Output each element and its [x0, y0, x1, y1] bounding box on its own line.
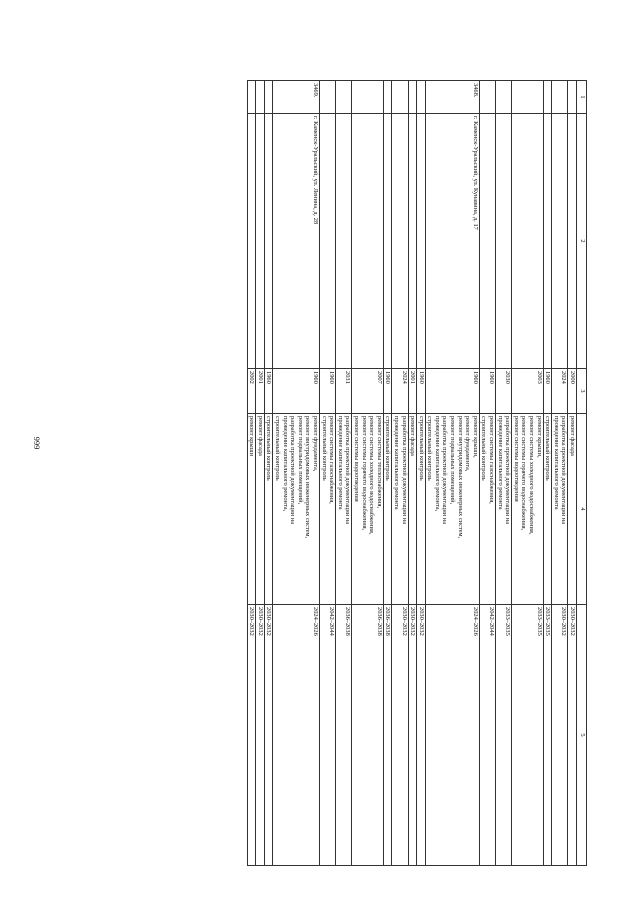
table-row	[408, 81, 417, 866]
work-item: ремонт системы холодного водоснабжения,	[528, 416, 536, 535]
work-type-cell	[512, 414, 543, 605]
address-cell	[256, 114, 265, 369]
row-number-cell	[336, 81, 352, 114]
work-item: проведение капитального ремонта,	[433, 416, 441, 512]
period-cell: 2030–2032	[552, 605, 568, 866]
period-cell: 2036–2038	[352, 605, 383, 866]
header-col-2: 2	[577, 114, 587, 369]
header-col-3: 3	[577, 369, 587, 414]
period-cell: 2030–2032	[392, 605, 408, 866]
work-item: строительный контроль	[417, 416, 425, 481]
work-type-cell	[320, 414, 336, 605]
row-number-cell	[352, 81, 383, 114]
period-cell: 2042–2044	[479, 605, 495, 866]
table-row	[552, 81, 568, 866]
row-number-cell	[256, 81, 265, 114]
row-number-cell	[552, 81, 568, 114]
row-number-cell	[568, 81, 577, 114]
address-cell: г. Каменск-Уральский, ул. Кунавина, д. 17	[425, 114, 479, 369]
row-number-cell	[512, 81, 543, 114]
table-row	[496, 81, 512, 866]
work-type-cell	[408, 414, 417, 605]
year-cell: 1960	[383, 369, 392, 414]
work-type-cell	[417, 414, 426, 605]
year-cell: 2024	[392, 369, 408, 414]
table-row	[352, 81, 383, 866]
row-number-cell	[479, 81, 495, 114]
row-number-cell	[264, 81, 273, 114]
work-item: ремонт крыши,	[471, 416, 479, 458]
row-number-cell	[417, 81, 426, 114]
period-cell: 2033–2035	[496, 605, 512, 866]
page-number: 999	[32, 436, 42, 450]
table-row	[383, 81, 392, 866]
table-row	[543, 81, 552, 866]
row-number-cell	[496, 81, 512, 114]
work-type-cell	[336, 414, 352, 605]
year-cell: 2030	[496, 369, 512, 414]
year-cell: 1960	[320, 369, 336, 414]
work-type-cell	[552, 414, 568, 605]
work-item: строительный контроль	[480, 416, 488, 481]
row-number-cell	[383, 81, 392, 114]
year-cell: 2024	[552, 369, 568, 414]
period-cell: 2030–2032	[256, 605, 265, 866]
period-cell: 2033–2035	[543, 605, 552, 866]
address-cell	[543, 114, 552, 369]
year-cell: 1960	[264, 369, 273, 414]
work-item: ремонт фундамента,	[312, 416, 319, 472]
table-row	[273, 81, 320, 866]
table-row	[247, 81, 256, 866]
table-row	[425, 81, 479, 866]
work-item: ремонт крыши	[248, 416, 256, 457]
table-row	[417, 81, 426, 866]
capital-repair-table-wrapper	[81, 80, 587, 840]
address-cell	[336, 114, 352, 369]
header-col-1: 1	[577, 81, 587, 114]
work-type-cell	[247, 414, 256, 605]
period-cell: 2042–2044	[320, 605, 336, 866]
work-item: ремонт внутридомовых инженерных систем,	[304, 416, 312, 539]
period-cell: 2033–2035	[512, 605, 543, 866]
year-cell: 2000	[568, 369, 577, 414]
period-cell: 2030–2032	[417, 605, 426, 866]
row-number-cell: 3469.	[273, 81, 320, 114]
work-item: ремонт системы горячего водоснабжения,	[520, 416, 528, 531]
period-cell: 2024–2026	[425, 605, 479, 866]
table-row	[256, 81, 265, 866]
work-item: ремонт крыши,	[535, 416, 543, 458]
year-cell: 1960	[425, 369, 479, 414]
year-cell: 2031	[336, 369, 352, 414]
row-number-cell	[543, 81, 552, 114]
work-item: ремонт подвальных помещений,	[296, 416, 304, 505]
address-cell	[417, 114, 426, 369]
address-cell	[392, 114, 408, 369]
year-cell: 1960	[543, 369, 552, 414]
address-cell	[383, 114, 392, 369]
work-item: ремонт фасада	[256, 416, 264, 456]
work-item: строительный контроль	[265, 416, 273, 481]
year-cell: 2001	[408, 369, 417, 414]
address-cell	[552, 114, 568, 369]
address-cell	[512, 114, 543, 369]
address-cell	[352, 114, 383, 369]
work-item: строительный контроль	[320, 416, 328, 481]
period-cell: 2030–2032	[264, 605, 273, 866]
work-item: строительный контроль	[544, 416, 552, 481]
work-type-cell	[383, 414, 392, 605]
work-type-cell	[392, 414, 408, 605]
address-cell	[496, 114, 512, 369]
row-number-cell	[320, 81, 336, 114]
header-col-5: 5	[577, 605, 587, 866]
work-type-cell	[264, 414, 273, 605]
table-row	[336, 81, 352, 866]
work-item: разработка проектной документации на	[504, 416, 512, 525]
address-cell	[320, 114, 336, 369]
period-cell: 2030–2032	[568, 605, 577, 866]
table-row	[512, 81, 543, 866]
work-type-cell	[543, 414, 552, 605]
address-cell	[568, 114, 577, 369]
row-number-cell: 3468.	[425, 81, 479, 114]
work-type-cell	[256, 414, 265, 605]
work-item: ремонт системы водоотведения	[352, 416, 360, 502]
work-item: строительный контроль	[426, 416, 434, 481]
address-cell	[408, 114, 417, 369]
period-cell: 2036–2038	[336, 605, 352, 866]
work-type-cell	[352, 414, 383, 605]
work-item: ремонт подвальных помещений,	[449, 416, 457, 505]
table-row	[479, 81, 495, 866]
work-type-cell	[568, 414, 577, 605]
address-cell	[479, 114, 495, 369]
table-body	[247, 81, 576, 866]
table-row	[320, 81, 336, 866]
capital-repair-table	[247, 80, 587, 866]
work-item: проведение капитального ремонта	[336, 416, 344, 510]
work-item: ремонт системы теплоснабжения,	[375, 416, 383, 509]
work-item: разработка проектной документации на	[400, 416, 408, 525]
work-item: ремонт системы горячего водоснабжения,	[360, 416, 368, 531]
work-item: ремонт внутридомовых инженерных систем,	[456, 416, 464, 539]
work-item: проведение капитального ремонта,	[281, 416, 289, 512]
address-cell	[264, 114, 273, 369]
table-row	[264, 81, 273, 866]
year-cell: 1960	[417, 369, 426, 414]
row-number-cell	[392, 81, 408, 114]
table-row	[568, 81, 577, 866]
year-cell: 2003	[512, 369, 543, 414]
work-item: проведение капитального ремонта	[552, 416, 560, 510]
header-col-4: 4	[577, 414, 587, 605]
work-type-cell	[273, 414, 320, 605]
table-row	[392, 81, 408, 866]
work-item: разработка проектной документации на	[441, 416, 449, 525]
year-cell: 1960	[273, 369, 320, 414]
work-item: проведение капитального ремонта	[496, 416, 504, 510]
work-item: строительный контроль	[274, 416, 282, 481]
work-item: ремонт системы холодного водоснабжения,	[368, 416, 376, 535]
work-item: проведение капитального ремонта	[392, 416, 400, 510]
address-cell: г. Каменск-Уральский, ул. Ленина, д. 28	[273, 114, 320, 369]
period-cell: 2024–2026	[273, 605, 320, 866]
year-cell: 1960	[479, 369, 495, 414]
work-item: ремонт фасада	[409, 416, 417, 456]
work-item: ремонт системы газоснабжения,	[328, 416, 336, 504]
work-item: ремонт системы газоснабжения,	[488, 416, 496, 504]
row-number-cell	[408, 81, 417, 114]
work-item: ремонт фундамента,	[464, 416, 472, 472]
header-row	[577, 81, 587, 866]
row-number-cell	[247, 81, 256, 114]
period-cell: 2030–2032	[247, 605, 256, 866]
year-cell: 2007	[352, 369, 383, 414]
work-type-cell	[496, 414, 512, 605]
work-item: разработка проектной документации на	[560, 416, 568, 525]
work-item: ремонт системы водоотведения	[512, 416, 520, 502]
year-cell: 2002	[247, 369, 256, 414]
work-item: ремонт фасада	[569, 416, 576, 456]
work-type-cell	[479, 414, 495, 605]
work-type-cell	[425, 414, 479, 605]
period-cell: 2030–2032	[408, 605, 417, 866]
work-item: разработка проектной документации на	[289, 416, 297, 525]
work-item: строительный контроль	[384, 416, 392, 481]
address-cell	[247, 114, 256, 369]
work-item: разработка проектной документации на	[344, 416, 352, 525]
period-cell: 2036–2038	[383, 605, 392, 866]
year-cell: 2001	[256, 369, 265, 414]
